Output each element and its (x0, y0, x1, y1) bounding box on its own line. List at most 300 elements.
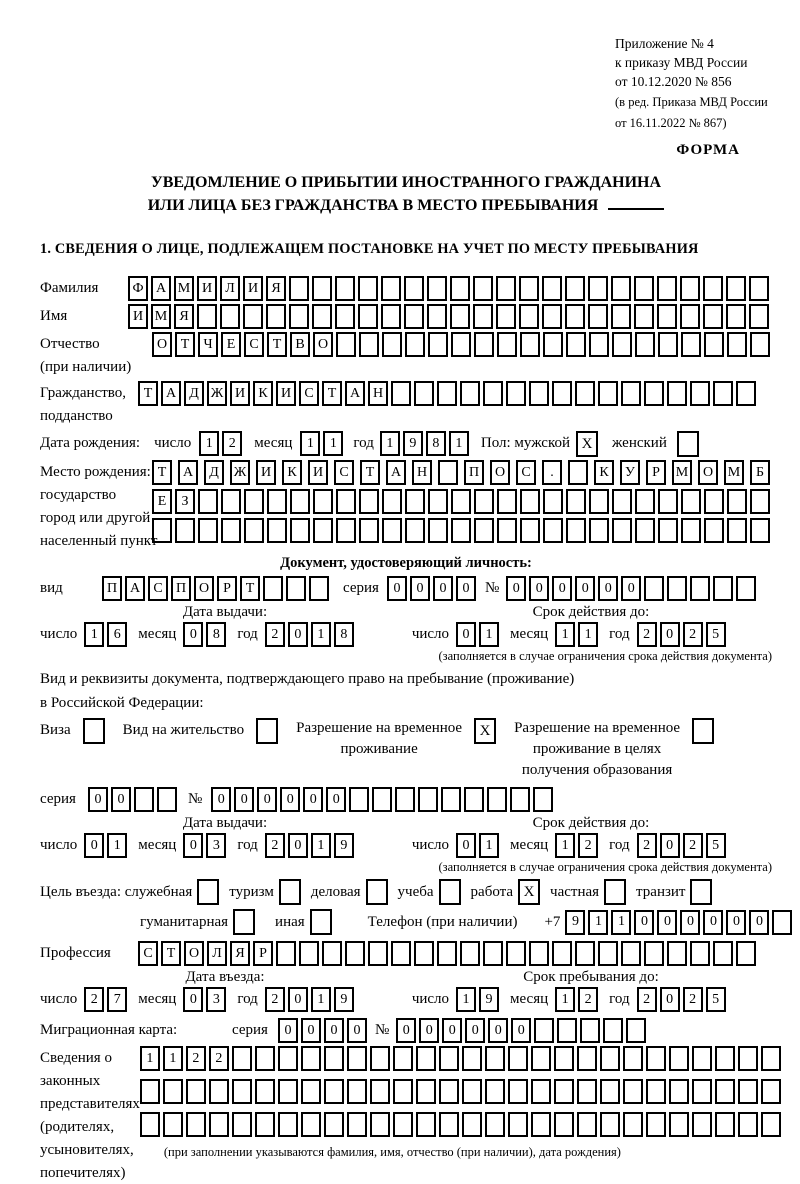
char-cell[interactable]: Б (750, 460, 770, 485)
char-cell[interactable] (441, 787, 461, 812)
char-cell[interactable]: 2 (683, 987, 703, 1012)
char-cell[interactable] (404, 276, 424, 301)
char-cell[interactable] (312, 304, 332, 329)
char-cell[interactable]: Д (184, 381, 204, 406)
char-cell[interactable] (761, 1112, 781, 1137)
char-cell[interactable]: 0 (280, 787, 300, 812)
char-cell[interactable] (414, 381, 434, 406)
char-cell[interactable] (301, 1046, 321, 1071)
char-cell[interactable]: М (724, 460, 744, 485)
char-cell[interactable] (197, 879, 219, 905)
char-cell[interactable]: 0 (88, 787, 108, 812)
char-cell[interactable] (451, 489, 471, 514)
char-cell[interactable] (391, 941, 411, 966)
char-cell[interactable] (267, 489, 287, 514)
char-cell[interactable] (497, 518, 517, 543)
char-cell[interactable] (634, 304, 654, 329)
char-cell[interactable] (704, 518, 724, 543)
char-cell[interactable] (623, 1079, 643, 1104)
char-cell[interactable] (263, 576, 283, 601)
char-cell[interactable] (621, 381, 641, 406)
res-valid-day-field[interactable] (456, 833, 499, 858)
legal-rep-row3-field[interactable] (140, 1112, 781, 1137)
char-cell[interactable] (335, 276, 355, 301)
char-cell[interactable]: 9 (403, 431, 423, 456)
char-cell[interactable] (485, 1112, 505, 1137)
char-cell[interactable]: 0 (456, 622, 476, 647)
char-cell[interactable]: К (282, 460, 302, 485)
char-cell[interactable]: Е (221, 332, 241, 357)
char-cell[interactable]: 0 (749, 910, 769, 935)
purpose-business-checkbox[interactable] (366, 879, 388, 905)
char-cell[interactable] (692, 718, 714, 744)
char-cell[interactable]: 9 (334, 987, 354, 1012)
char-cell[interactable] (244, 489, 264, 514)
char-cell[interactable] (437, 941, 457, 966)
char-cell[interactable]: 6 (107, 622, 127, 647)
char-cell[interactable]: 2 (637, 987, 657, 1012)
char-cell[interactable] (289, 304, 309, 329)
birth-place-row1-field[interactable] (152, 460, 770, 485)
char-cell[interactable] (414, 941, 434, 966)
char-cell[interactable]: 1 (311, 833, 331, 858)
char-cell[interactable] (554, 1079, 574, 1104)
char-cell[interactable] (603, 1018, 623, 1043)
char-cell[interactable] (221, 489, 241, 514)
char-cell[interactable] (487, 787, 507, 812)
char-cell[interactable] (186, 1079, 206, 1104)
char-cell[interactable]: У (620, 460, 640, 485)
char-cell[interactable] (278, 1079, 298, 1104)
char-cell[interactable] (370, 1112, 390, 1137)
char-cell[interactable]: С (148, 576, 168, 601)
char-cell[interactable]: 5 (706, 833, 726, 858)
doc-valid-month-field[interactable] (555, 622, 598, 647)
char-cell[interactable]: 0 (660, 833, 680, 858)
purpose-study-checkbox[interactable] (439, 879, 461, 905)
char-cell[interactable] (497, 332, 517, 357)
char-cell[interactable] (267, 518, 287, 543)
char-cell[interactable] (577, 1079, 597, 1104)
char-cell[interactable] (658, 332, 678, 357)
char-cell[interactable] (347, 1079, 367, 1104)
char-cell[interactable] (381, 276, 401, 301)
char-cell[interactable]: 0 (84, 833, 104, 858)
char-cell[interactable] (704, 489, 724, 514)
char-cell[interactable]: 0 (396, 1018, 416, 1043)
char-cell[interactable]: 1 (555, 622, 575, 647)
char-cell[interactable]: 2 (265, 987, 285, 1012)
char-cell[interactable] (644, 941, 664, 966)
char-cell[interactable] (575, 381, 595, 406)
char-cell[interactable] (289, 276, 309, 301)
char-cell[interactable] (450, 304, 470, 329)
char-cell[interactable] (533, 787, 553, 812)
char-cell[interactable] (485, 1046, 505, 1071)
char-cell[interactable] (464, 787, 484, 812)
char-cell[interactable]: О (313, 332, 333, 357)
char-cell[interactable]: С (138, 941, 158, 966)
char-cell[interactable] (520, 489, 540, 514)
char-cell[interactable] (347, 1046, 367, 1071)
char-cell[interactable]: 1 (555, 987, 575, 1012)
char-cell[interactable]: Я (174, 304, 194, 329)
char-cell[interactable] (416, 1079, 436, 1104)
char-cell[interactable]: 0 (234, 787, 254, 812)
char-cell[interactable] (462, 1046, 482, 1071)
profession-field[interactable] (138, 941, 756, 966)
stay-year-field[interactable] (637, 987, 726, 1012)
char-cell[interactable] (232, 1079, 252, 1104)
char-cell[interactable]: 1 (449, 431, 469, 456)
char-cell[interactable] (428, 518, 448, 543)
birth-place-row2-field[interactable] (152, 489, 770, 514)
char-cell[interactable] (726, 276, 746, 301)
char-cell[interactable] (529, 941, 549, 966)
char-cell[interactable] (404, 304, 424, 329)
char-cell[interactable]: 0 (211, 787, 231, 812)
char-cell[interactable] (439, 879, 461, 905)
res-valid-year-field[interactable] (637, 833, 726, 858)
char-cell[interactable] (450, 276, 470, 301)
char-cell[interactable]: Ж (230, 460, 250, 485)
char-cell[interactable] (600, 1046, 620, 1071)
char-cell[interactable] (565, 276, 585, 301)
char-cell[interactable] (370, 1046, 390, 1071)
char-cell[interactable] (761, 1079, 781, 1104)
char-cell[interactable] (727, 332, 747, 357)
char-cell[interactable]: Р (217, 576, 237, 601)
char-cell[interactable]: 0 (456, 576, 476, 601)
char-cell[interactable]: 0 (552, 576, 572, 601)
char-cell[interactable] (681, 518, 701, 543)
char-cell[interactable] (611, 304, 631, 329)
purpose-private-checkbox[interactable] (604, 879, 626, 905)
char-cell[interactable] (324, 1079, 344, 1104)
char-cell[interactable] (439, 1079, 459, 1104)
char-cell[interactable]: 0 (433, 576, 453, 601)
char-cell[interactable] (152, 518, 172, 543)
char-cell[interactable]: И (256, 460, 276, 485)
char-cell[interactable] (749, 276, 769, 301)
char-cell[interactable]: А (386, 460, 406, 485)
char-cell[interactable]: В (290, 332, 310, 357)
char-cell[interactable]: 8 (206, 622, 226, 647)
char-cell[interactable] (738, 1079, 758, 1104)
char-cell[interactable]: 0 (634, 910, 654, 935)
doc-valid-day-field[interactable] (456, 622, 499, 647)
char-cell[interactable]: О (152, 332, 172, 357)
id-doc-number-field[interactable] (506, 576, 756, 601)
char-cell[interactable] (232, 1046, 252, 1071)
char-cell[interactable]: Т (175, 332, 195, 357)
char-cell[interactable] (198, 489, 218, 514)
char-cell[interactable] (497, 489, 517, 514)
char-cell[interactable] (506, 941, 526, 966)
char-cell[interactable]: 0 (278, 1018, 298, 1043)
char-cell[interactable]: М (672, 460, 692, 485)
char-cell[interactable]: О (490, 460, 510, 485)
char-cell[interactable] (646, 1112, 666, 1137)
char-cell[interactable] (345, 941, 365, 966)
res-issue-month-field[interactable] (183, 833, 226, 858)
char-cell[interactable] (163, 1112, 183, 1137)
doc-issue-year-field[interactable] (265, 622, 354, 647)
char-cell[interactable]: 1 (479, 833, 499, 858)
char-cell[interactable] (349, 787, 369, 812)
char-cell[interactable] (542, 304, 562, 329)
char-cell[interactable] (566, 489, 586, 514)
char-cell[interactable] (301, 1112, 321, 1137)
doc-issue-day-field[interactable] (84, 622, 127, 647)
char-cell[interactable] (460, 381, 480, 406)
char-cell[interactable]: З (175, 489, 195, 514)
legal-rep-row1-field[interactable] (140, 1046, 781, 1071)
char-cell[interactable]: Ж (207, 381, 227, 406)
char-cell[interactable] (460, 941, 480, 966)
char-cell[interactable] (405, 489, 425, 514)
char-cell[interactable] (451, 518, 471, 543)
char-cell[interactable] (681, 489, 701, 514)
char-cell[interactable]: 0 (465, 1018, 485, 1043)
char-cell[interactable]: Т (152, 460, 172, 485)
char-cell[interactable] (750, 518, 770, 543)
char-cell[interactable]: 0 (303, 787, 323, 812)
char-cell[interactable] (542, 276, 562, 301)
char-cell[interactable]: К (594, 460, 614, 485)
char-cell[interactable] (604, 879, 626, 905)
char-cell[interactable]: 9 (479, 987, 499, 1012)
char-cell[interactable] (738, 1046, 758, 1071)
char-cell[interactable] (508, 1046, 528, 1071)
char-cell[interactable] (690, 576, 710, 601)
char-cell[interactable]: Ч (198, 332, 218, 357)
char-cell[interactable] (669, 1046, 689, 1071)
char-cell[interactable]: 1 (84, 622, 104, 647)
char-cell[interactable]: 0 (621, 576, 641, 601)
char-cell[interactable] (575, 941, 595, 966)
char-cell[interactable]: 0 (288, 987, 308, 1012)
char-cell[interactable] (669, 1112, 689, 1137)
char-cell[interactable]: 0 (301, 1018, 321, 1043)
char-cell[interactable] (626, 1018, 646, 1043)
char-cell[interactable]: Т (322, 381, 342, 406)
char-cell[interactable] (197, 304, 217, 329)
char-cell[interactable] (506, 381, 526, 406)
char-cell[interactable]: Н (368, 381, 388, 406)
patronymic-field[interactable] (152, 332, 770, 357)
purpose-transit-checkbox[interactable] (690, 879, 712, 905)
char-cell[interactable] (232, 1112, 252, 1137)
char-cell[interactable]: Т (360, 460, 380, 485)
char-cell[interactable] (381, 304, 401, 329)
sex-male-checkbox[interactable] (576, 431, 598, 457)
char-cell[interactable] (428, 332, 448, 357)
char-cell[interactable] (134, 787, 154, 812)
char-cell[interactable] (681, 332, 701, 357)
char-cell[interactable]: Т (240, 576, 260, 601)
char-cell[interactable] (621, 941, 641, 966)
char-cell[interactable] (713, 381, 733, 406)
char-cell[interactable] (577, 1112, 597, 1137)
char-cell[interactable]: 2 (578, 833, 598, 858)
char-cell[interactable]: С (244, 332, 264, 357)
char-cell[interactable] (612, 332, 632, 357)
char-cell[interactable] (313, 489, 333, 514)
stay-day-field[interactable] (456, 987, 499, 1012)
char-cell[interactable] (276, 941, 296, 966)
char-cell[interactable]: X (474, 718, 496, 744)
char-cell[interactable] (715, 1046, 735, 1071)
char-cell[interactable]: 1 (311, 622, 331, 647)
char-cell[interactable]: 1 (456, 987, 476, 1012)
char-cell[interactable] (266, 304, 286, 329)
char-cell[interactable] (474, 518, 494, 543)
char-cell[interactable] (750, 332, 770, 357)
char-cell[interactable] (439, 1112, 459, 1137)
char-cell[interactable] (301, 1079, 321, 1104)
temp-residence-checkbox[interactable] (474, 718, 496, 744)
char-cell[interactable] (299, 941, 319, 966)
char-cell[interactable] (600, 1112, 620, 1137)
char-cell[interactable] (198, 518, 218, 543)
char-cell[interactable] (635, 518, 655, 543)
birth-month-field[interactable] (300, 431, 343, 456)
char-cell[interactable] (580, 1018, 600, 1043)
char-cell[interactable]: 0 (456, 833, 476, 858)
char-cell[interactable] (358, 276, 378, 301)
entry-month-field[interactable] (183, 987, 226, 1012)
char-cell[interactable] (531, 1112, 551, 1137)
char-cell[interactable] (612, 489, 632, 514)
purpose-humanitarian-checkbox[interactable] (233, 909, 255, 935)
char-cell[interactable]: 2 (209, 1046, 229, 1071)
char-cell[interactable] (557, 1018, 577, 1043)
char-cell[interactable]: 0 (575, 576, 595, 601)
char-cell[interactable] (713, 941, 733, 966)
char-cell[interactable]: Я (230, 941, 250, 966)
char-cell[interactable] (531, 1079, 551, 1104)
char-cell[interactable] (395, 787, 415, 812)
char-cell[interactable] (726, 304, 746, 329)
char-cell[interactable]: Т (267, 332, 287, 357)
char-cell[interactable]: 5 (706, 987, 726, 1012)
char-cell[interactable] (612, 518, 632, 543)
char-cell[interactable] (336, 332, 356, 357)
char-cell[interactable]: 0 (111, 787, 131, 812)
char-cell[interactable]: П (102, 576, 122, 601)
char-cell[interactable]: Л (220, 276, 240, 301)
char-cell[interactable] (623, 1112, 643, 1137)
res-valid-month-field[interactable] (555, 833, 598, 858)
char-cell[interactable] (736, 941, 756, 966)
res-series-field[interactable] (88, 787, 177, 812)
char-cell[interactable] (623, 1046, 643, 1071)
char-cell[interactable] (588, 276, 608, 301)
char-cell[interactable]: 0 (442, 1018, 462, 1043)
char-cell[interactable] (600, 1079, 620, 1104)
char-cell[interactable]: 0 (257, 787, 277, 812)
char-cell[interactable]: 2 (222, 431, 242, 456)
char-cell[interactable] (552, 941, 572, 966)
char-cell[interactable] (634, 276, 654, 301)
char-cell[interactable] (736, 381, 756, 406)
char-cell[interactable] (543, 518, 563, 543)
char-cell[interactable]: 3 (206, 833, 226, 858)
char-cell[interactable]: 0 (680, 910, 700, 935)
visa-checkbox[interactable] (83, 718, 105, 744)
char-cell[interactable]: О (698, 460, 718, 485)
char-cell[interactable] (520, 332, 540, 357)
char-cell[interactable] (690, 879, 712, 905)
char-cell[interactable] (566, 518, 586, 543)
char-cell[interactable] (635, 489, 655, 514)
char-cell[interactable]: 1 (311, 987, 331, 1012)
char-cell[interactable]: С (299, 381, 319, 406)
char-cell[interactable] (336, 489, 356, 514)
char-cell[interactable]: 0 (324, 1018, 344, 1043)
char-cell[interactable] (667, 941, 687, 966)
char-cell[interactable]: Л (207, 941, 227, 966)
char-cell[interactable] (368, 941, 388, 966)
char-cell[interactable]: 0 (347, 1018, 367, 1043)
birth-year-field[interactable] (380, 431, 469, 456)
char-cell[interactable] (428, 489, 448, 514)
doc-valid-year-field[interactable] (637, 622, 726, 647)
purpose-other-checkbox[interactable] (310, 909, 332, 935)
char-cell[interactable] (554, 1112, 574, 1137)
char-cell[interactable]: И (276, 381, 296, 406)
char-cell[interactable] (405, 332, 425, 357)
char-cell[interactable]: 1 (199, 431, 219, 456)
res-number-field[interactable] (211, 787, 553, 812)
char-cell[interactable] (279, 879, 301, 905)
char-cell[interactable] (667, 576, 687, 601)
char-cell[interactable] (704, 332, 724, 357)
char-cell[interactable] (646, 1079, 666, 1104)
char-cell[interactable] (552, 381, 572, 406)
char-cell[interactable] (588, 304, 608, 329)
char-cell[interactable] (209, 1079, 229, 1104)
char-cell[interactable]: 3 (206, 987, 226, 1012)
char-cell[interactable] (358, 304, 378, 329)
char-cell[interactable]: 1 (555, 833, 575, 858)
id-doc-type-field[interactable] (102, 576, 329, 601)
char-cell[interactable] (451, 332, 471, 357)
char-cell[interactable] (589, 518, 609, 543)
char-cell[interactable] (690, 381, 710, 406)
entry-year-field[interactable] (265, 987, 354, 1012)
char-cell[interactable] (255, 1112, 275, 1137)
char-cell[interactable] (359, 489, 379, 514)
char-cell[interactable]: 0 (419, 1018, 439, 1043)
char-cell[interactable] (157, 787, 177, 812)
char-cell[interactable] (589, 332, 609, 357)
char-cell[interactable]: И (243, 276, 263, 301)
char-cell[interactable]: Е (152, 489, 172, 514)
given-name-field[interactable] (128, 304, 769, 329)
char-cell[interactable]: Т (138, 381, 158, 406)
char-cell[interactable] (485, 1079, 505, 1104)
char-cell[interactable] (496, 304, 516, 329)
char-cell[interactable]: М (174, 276, 194, 301)
char-cell[interactable]: 1 (578, 622, 598, 647)
char-cell[interactable] (359, 518, 379, 543)
char-cell[interactable]: О (194, 576, 214, 601)
char-cell[interactable] (438, 460, 458, 485)
char-cell[interactable]: Р (253, 941, 273, 966)
purpose-official-checkbox[interactable] (197, 879, 219, 905)
